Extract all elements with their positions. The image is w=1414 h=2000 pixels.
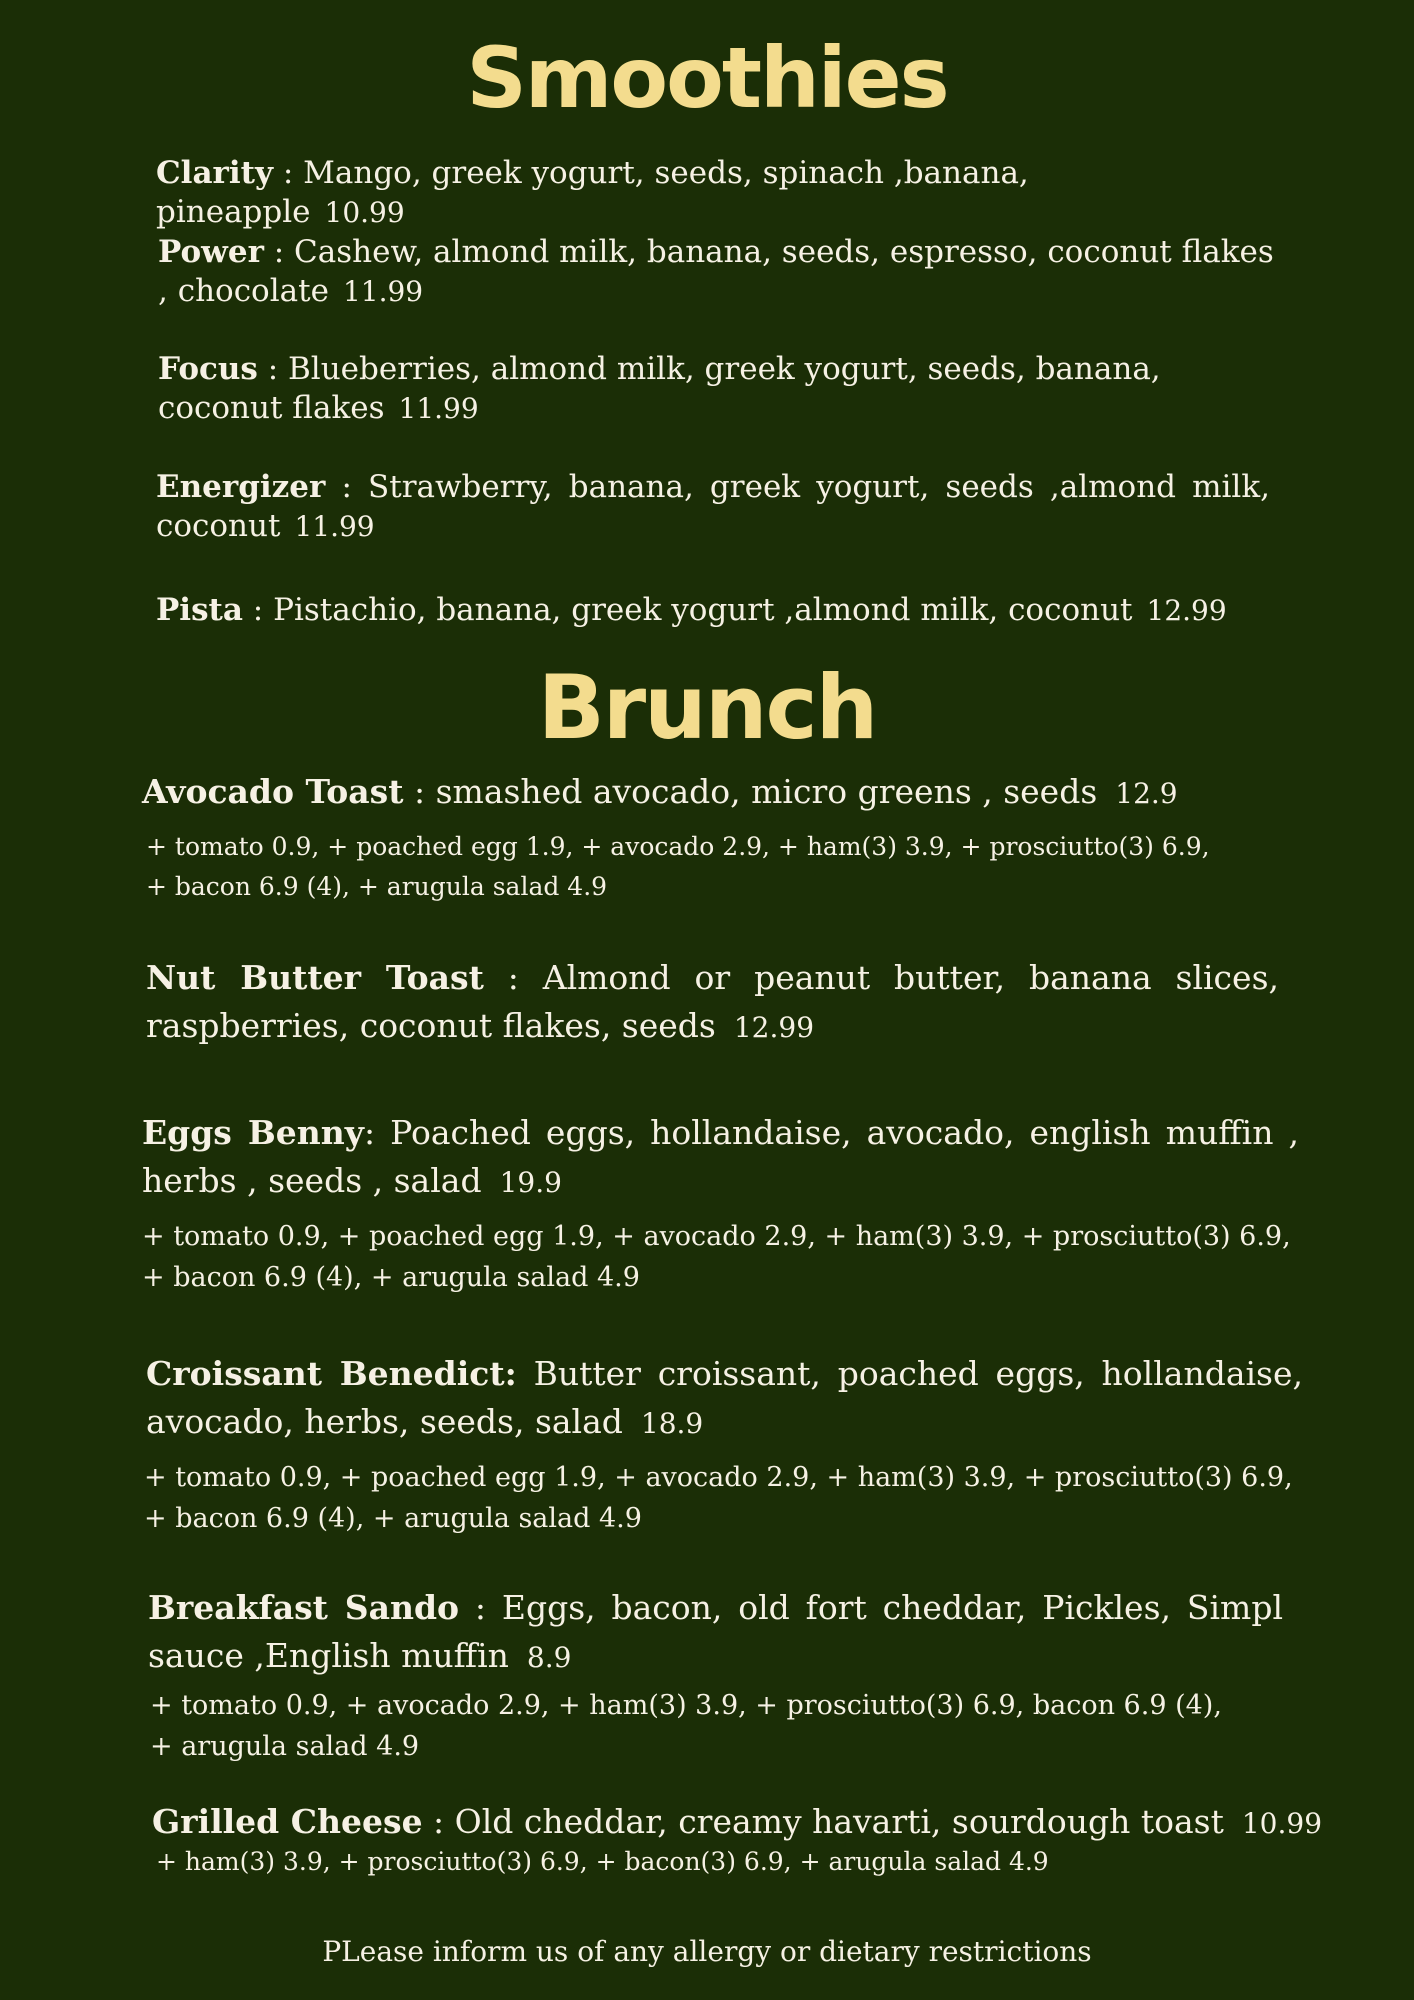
item-description: : Old cheddar, creamy havarti, sourdough toast: [422, 1802, 1224, 1841]
item-price: 19.9: [499, 1166, 562, 1199]
brunch-title: Brunch: [537, 656, 877, 759]
item-description: : Pistachio, banana, greek yogurt ,almond milk, coconut: [242, 592, 1133, 628]
item-price: 8.9: [526, 1641, 572, 1674]
item-name: Power: [158, 234, 264, 270]
addons-line: + bacon 6.9 (4), + arugula salad 4.9: [142, 1262, 640, 1293]
item-name: Breakfast Sando: [148, 1588, 460, 1627]
addons-list: [150, 1685, 1330, 1767]
menu-item-eggs-benny: [142, 1109, 1299, 1207]
item-price: 12.99: [1146, 594, 1227, 627]
menu-item-energizer: [156, 468, 1270, 546]
addons-list: [146, 827, 1306, 907]
item-name: Energizer: [156, 469, 326, 505]
item-price: 10.99: [1241, 1807, 1323, 1840]
menu-item-focus: [158, 350, 1278, 428]
menu-item-croissant-benedict: [146, 1350, 1303, 1448]
addons-line: + ham(3) 3.9, + prosciutto(3) 6.9, + bacon(3) 6.9, + arugula salad 4.9: [156, 1847, 1049, 1876]
addons-list: [144, 1457, 1324, 1539]
smoothies-title: Smoothies: [466, 29, 948, 127]
menu-item-power: [158, 233, 1278, 311]
menu-item-grilled-cheese: [152, 1798, 1352, 1848]
addons-list: [156, 1842, 1336, 1882]
item-description: : Strawberry, banana, greek yogurt, seeds ,almond milk, coconut: [156, 469, 1270, 544]
addons-line: + bacon 6.9 (4), + arugula salad 4.9: [144, 1503, 642, 1534]
addons-line: + bacon 6.9 (4), + arugula salad 4.9: [146, 872, 608, 901]
addons-line: + tomato 0.9, + avocado 2.9, + ham(3) 3.9, + prosciutto(3) 6.9, bacon 6.9 (4),: [150, 1690, 1222, 1721]
item-name: Pista: [156, 592, 243, 628]
addons-line: + tomato 0.9, + poached egg 1.9, + avocado 2.9, + ham(3) 3.9, + prosciutto(3) 6.9,: [146, 832, 1210, 861]
item-price: 11.99: [398, 392, 479, 425]
item-name: Avocado Toast: [142, 772, 404, 811]
item-name: Clarity: [156, 155, 273, 191]
addons-line: + tomato 0.9, + poached egg 1.9, + avocado 2.9, + ham(3) 3.9, + prosciutto(3) 6.9,: [144, 1462, 1293, 1493]
menu-item-pista: [156, 591, 1276, 630]
item-name: Grilled Cheese: [152, 1802, 423, 1841]
item-name: Eggs Benny: [142, 1113, 364, 1152]
item-description: : Mango, greek yogurt, seeds, spinach ,banana, pineapple: [156, 155, 1029, 230]
menu-item-nut-butter-toast: [146, 954, 1279, 1052]
menu-item-clarity: [156, 154, 1276, 232]
addons-line: + arugula salad 4.9: [150, 1731, 420, 1762]
menu-item-breakfast-sando: [148, 1584, 1283, 1682]
item-price: 18.9: [640, 1407, 704, 1440]
item-price: 11.99: [342, 275, 424, 308]
item-description: : Poached eggs, hollandaise, avocado, english muffin , herbs , seeds , salad: [142, 1113, 1299, 1200]
item-description: : smashed avocado, micro greens , seeds: [403, 772, 1098, 811]
item-name: Focus: [158, 351, 258, 387]
item-price: 10.99: [324, 196, 405, 229]
item-name: Nut Butter Toast: [146, 958, 484, 997]
item-price: 11.99: [294, 510, 375, 543]
menu-item-avocado-toast: [142, 768, 1302, 818]
allergy-note: PLease inform us of any allergy or dietary restrictions: [322, 1935, 1092, 1968]
item-description: : Blueberries, almond milk, greek yogurt, seeds, banana, coconut flakes: [158, 351, 1161, 426]
item-description: : Almond or peanut butter, banana slices, raspberries, coconut flakes, seeds: [146, 958, 1279, 1045]
item-name: Croissant Benedict:: [146, 1354, 517, 1393]
item-description: : Cashew, almond milk, banana, seeds, espresso, coconut flakes , chocolate: [158, 234, 1274, 309]
item-description: : Eggs, bacon, old fort cheddar, Pickles, Simpl sauce ,English muffin: [148, 1588, 1283, 1675]
addons-list: [142, 1216, 1322, 1298]
addons-line: + tomato 0.9, + poached egg 1.9, + avocado 2.9, + ham(3) 3.9, + prosciutto(3) 6.9,: [142, 1221, 1291, 1252]
item-price: 12.9: [1115, 777, 1178, 810]
item-price: 12.99: [733, 1011, 815, 1044]
item-description: Butter croissant, poached eggs, hollandaise, avocado, herbs, seeds, salad: [146, 1354, 1304, 1441]
